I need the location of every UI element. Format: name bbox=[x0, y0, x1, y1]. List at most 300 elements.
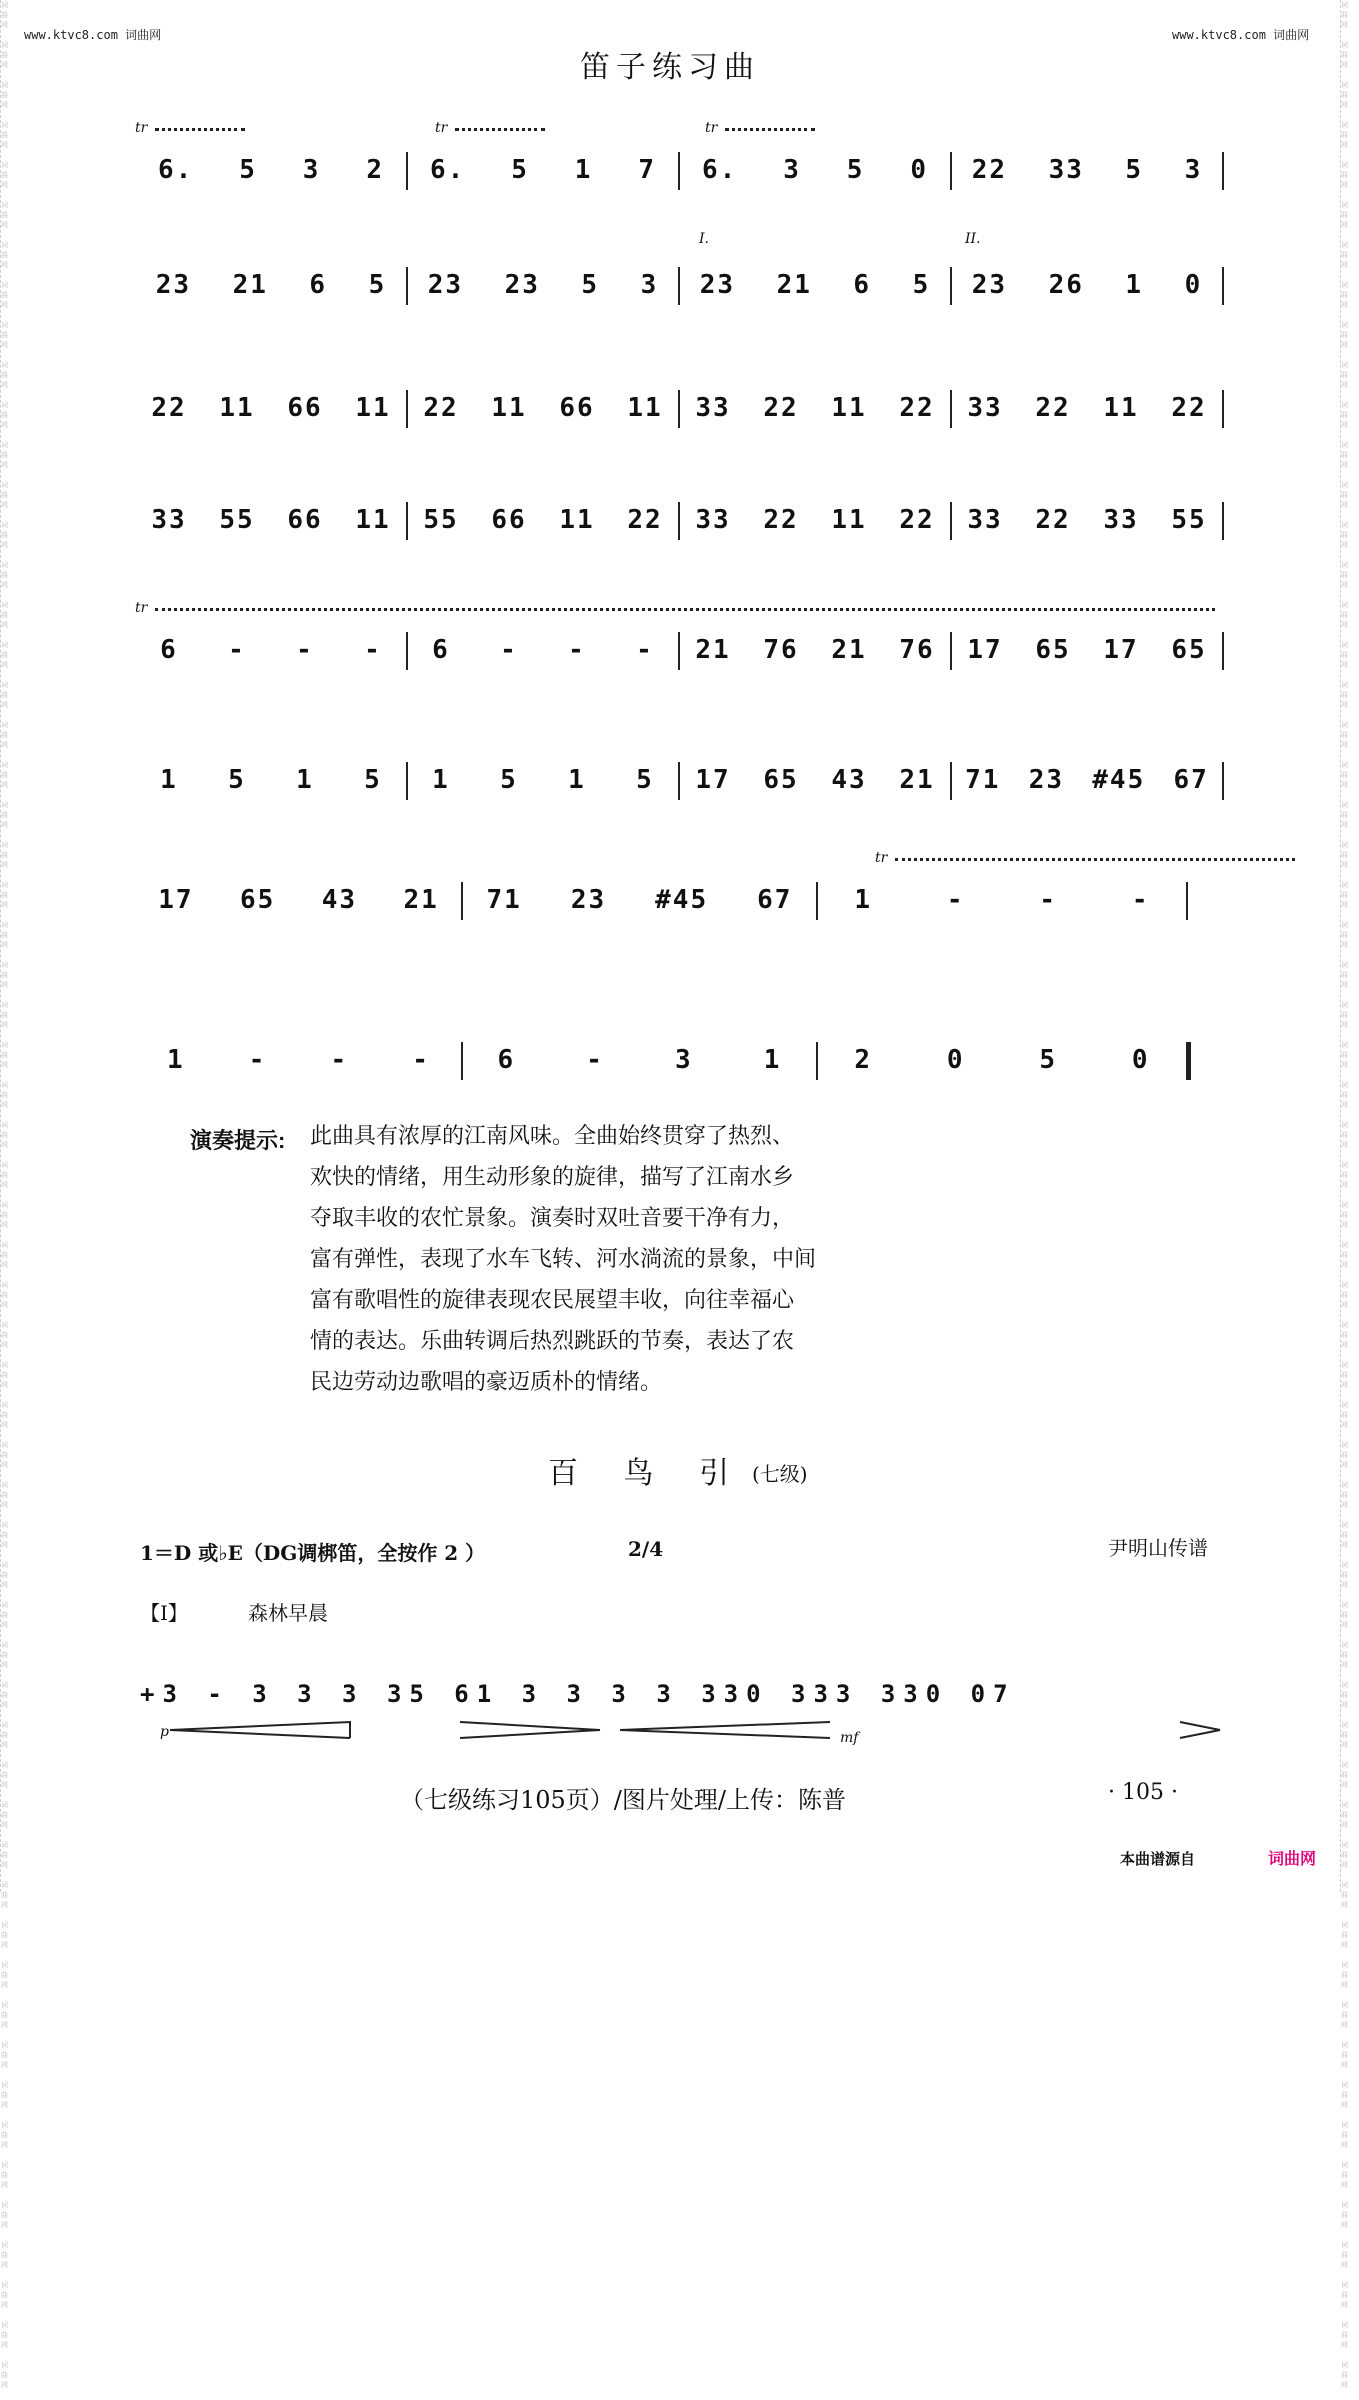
watermark-char: 曲 bbox=[1341, 211, 1348, 219]
watermark-char: 曲 bbox=[1341, 131, 1348, 139]
watermark-char: 曲 bbox=[1341, 1131, 1348, 1139]
watermark-char: 曲 bbox=[1341, 91, 1348, 99]
watermark-char: 曲 bbox=[1341, 2091, 1348, 2099]
watermark-char: 曲 bbox=[1341, 811, 1348, 819]
watermark-char: 网 bbox=[1, 2181, 8, 2189]
watermark-char: 词 bbox=[1, 681, 8, 689]
note: 71 bbox=[965, 765, 1001, 795]
watermark-char: 网 bbox=[1341, 621, 1348, 629]
note: 65 bbox=[1171, 635, 1207, 665]
watermark-char: 曲 bbox=[1341, 251, 1348, 259]
watermark-char: 网 bbox=[1341, 941, 1348, 949]
watermark-char: 词 bbox=[1, 1, 8, 9]
watermark-char: 网 bbox=[1, 1701, 8, 1709]
watermark-char: 词 bbox=[1341, 1801, 1348, 1809]
watermark-char: 词 bbox=[1, 1321, 8, 1329]
note: #45 bbox=[655, 885, 709, 915]
watermark-char: 网 bbox=[1, 2101, 8, 2109]
measure bbox=[951, 630, 1223, 670]
watermark-char: 网 bbox=[1, 2061, 8, 2069]
watermark-char: 曲 bbox=[1, 2171, 8, 2179]
watermark-char: 词 bbox=[1341, 841, 1348, 849]
watermark-char: 曲 bbox=[1341, 731, 1348, 739]
watermark-char: 曲 bbox=[1, 1891, 8, 1899]
note: 11 bbox=[355, 393, 391, 423]
watermark-char: 词 bbox=[1, 1601, 8, 1609]
watermark-char: 网 bbox=[1, 1021, 8, 1029]
watermark-char: 曲 bbox=[1341, 1211, 1348, 1219]
watermark-char: 网 bbox=[1, 1301, 8, 1309]
note: 1 bbox=[574, 155, 593, 185]
watermark-char: 词 bbox=[1341, 2161, 1348, 2169]
watermark-char: 网 bbox=[1, 1781, 8, 1789]
watermark-char: 网 bbox=[1341, 421, 1348, 429]
section-name: 森林早晨 bbox=[248, 1601, 328, 1625]
watermark-char: 曲 bbox=[1, 91, 8, 99]
watermark-char: 词 bbox=[1341, 1441, 1348, 1449]
note: 22 bbox=[1035, 393, 1071, 423]
watermark-char: 词 bbox=[1, 2201, 8, 2209]
watermark-char: 词 bbox=[1, 1281, 8, 1289]
watermark-char: 词 bbox=[1, 2361, 8, 2369]
watermark-char: 曲 bbox=[1341, 1011, 1348, 1019]
watermark-char: 曲 bbox=[1, 1091, 8, 1099]
watermark-char: 网 bbox=[1341, 141, 1348, 149]
watermark-char: 曲 bbox=[1341, 1931, 1348, 1939]
watermark-char: 词 bbox=[1, 2281, 8, 2289]
measure bbox=[135, 630, 407, 670]
note: 5 bbox=[1125, 155, 1144, 185]
trill-line bbox=[725, 128, 815, 131]
watermark-char: 网 bbox=[1341, 501, 1348, 509]
watermark-char: 曲 bbox=[1341, 2331, 1348, 2339]
note: 1 bbox=[160, 765, 178, 795]
watermark-char: 词 bbox=[1, 961, 8, 969]
watermark-char: 曲 bbox=[1, 211, 8, 219]
note: 5 bbox=[239, 155, 257, 185]
watermark-char: 词 bbox=[1341, 1201, 1348, 1209]
watermark-char: 网 bbox=[1341, 1621, 1348, 1629]
measure bbox=[951, 150, 1223, 190]
note: 76 bbox=[899, 635, 935, 665]
watermark-char: 网 bbox=[1341, 1541, 1348, 1549]
watermark-char: 词 bbox=[1, 1721, 8, 1729]
credit: 尹明山传谱 bbox=[1108, 1536, 1208, 1560]
note: 6. bbox=[429, 155, 466, 185]
trill-marker: tr bbox=[135, 120, 148, 136]
watermark-char: 词 bbox=[1, 121, 8, 129]
watermark-char: 网 bbox=[1341, 1021, 1348, 1029]
note: 66 bbox=[491, 505, 527, 535]
hint-line: 民边劳动边歌唱的豪迈质朴的情绪。 bbox=[310, 1370, 663, 1395]
watermark-char: 词 bbox=[1341, 521, 1348, 529]
left-watermark-strip bbox=[0, 0, 17, 2389]
note: 23 bbox=[971, 270, 1008, 300]
note: 43 bbox=[321, 885, 358, 915]
measure bbox=[951, 265, 1223, 305]
watermark-char: 词 bbox=[1, 81, 8, 89]
note: 22 bbox=[1171, 393, 1207, 423]
measure bbox=[951, 760, 1223, 800]
note: 33 bbox=[695, 393, 731, 423]
watermark-char: 曲 bbox=[1, 1731, 8, 1739]
volta-1: I. bbox=[699, 231, 709, 247]
watermark-char: 曲 bbox=[1, 891, 8, 899]
watermark-char: 网 bbox=[1, 1221, 8, 1229]
watermark-char: 网 bbox=[1, 2341, 8, 2349]
watermark-char: 词 bbox=[1341, 1281, 1348, 1289]
watermark-char: 词 bbox=[1341, 401, 1348, 409]
trill-marker: tr bbox=[435, 120, 448, 136]
score-row bbox=[135, 500, 1225, 540]
watermark-char: 词 bbox=[1, 401, 8, 409]
watermark-char: 网 bbox=[1, 301, 8, 309]
watermark-char: 网 bbox=[1341, 1701, 1348, 1709]
watermark-char: 词 bbox=[1, 561, 8, 569]
site-watermark-right: www.ktvc8.com 词曲网 bbox=[1172, 28, 1310, 42]
watermark-char: 词 bbox=[1341, 1241, 1348, 1249]
watermark-char: 词 bbox=[1341, 121, 1348, 129]
watermark-char: 网 bbox=[1, 181, 8, 189]
note: 5 bbox=[364, 765, 382, 795]
watermark-char: 词 bbox=[1341, 1641, 1348, 1649]
watermark-char: 曲 bbox=[1, 571, 8, 579]
dynamic-p: p bbox=[160, 1724, 169, 1740]
note: 22 bbox=[971, 155, 1008, 185]
watermark-char: 词 bbox=[1, 1921, 8, 1929]
watermark-char: 曲 bbox=[1, 411, 8, 419]
watermark-char: 网 bbox=[1341, 1421, 1348, 1429]
note: 22 bbox=[899, 393, 935, 423]
note: 6 bbox=[497, 1045, 516, 1075]
watermark-char: 曲 bbox=[1, 131, 8, 139]
note: 23 bbox=[427, 270, 464, 300]
watermark-char: 网 bbox=[1341, 21, 1348, 29]
measure bbox=[817, 1040, 1187, 1080]
watermark-char: 词 bbox=[1341, 921, 1348, 929]
note: 21 bbox=[232, 270, 268, 300]
watermark-char: 网 bbox=[1, 2221, 8, 2229]
watermark-char: 曲 bbox=[1, 451, 8, 459]
watermark-char: 曲 bbox=[1, 2291, 8, 2299]
watermark-char: 曲 bbox=[1341, 491, 1348, 499]
watermark-char: 曲 bbox=[1, 731, 8, 739]
watermark-char: 词 bbox=[1341, 241, 1348, 249]
trill-line bbox=[455, 128, 545, 131]
watermark-char: 词 bbox=[1, 761, 8, 769]
watermark-char: 词 bbox=[1341, 1121, 1348, 1129]
watermark-char: 曲 bbox=[1, 811, 8, 819]
watermark-char: 网 bbox=[1, 61, 8, 69]
watermark-char: 词 bbox=[1341, 281, 1348, 289]
watermark-char: 网 bbox=[1, 1341, 8, 1349]
note: 17 bbox=[967, 635, 1003, 665]
score-row bbox=[135, 388, 1225, 428]
watermark-char: 曲 bbox=[1, 1051, 8, 1059]
watermark-char: 词 bbox=[1, 601, 8, 609]
bar-line bbox=[1222, 152, 1224, 190]
watermark-char: 网 bbox=[1341, 221, 1348, 229]
note: - bbox=[1039, 885, 1058, 915]
watermark-char: 网 bbox=[1341, 1341, 1348, 1349]
watermark-char: 网 bbox=[1341, 2141, 1348, 2149]
watermark-char: 词 bbox=[1341, 1761, 1348, 1769]
watermark-char: 网 bbox=[1341, 1741, 1348, 1749]
trill-line bbox=[155, 608, 1215, 611]
crescendo-hairpin-2 bbox=[620, 1722, 830, 1730]
note: 3 bbox=[1184, 155, 1203, 185]
watermark-char: 曲 bbox=[1341, 2291, 1348, 2299]
watermark-char: 词 bbox=[1341, 2281, 1348, 2289]
watermark-char: 网 bbox=[1, 101, 8, 109]
site-watermark-left: www.ktvc8.com 词曲网 bbox=[24, 28, 162, 42]
note: 22 bbox=[151, 393, 187, 423]
watermark-char: 曲 bbox=[1, 1651, 8, 1659]
watermark-char: 网 bbox=[1341, 861, 1348, 869]
watermark-char: 词 bbox=[1341, 1001, 1348, 1009]
note: 5 bbox=[846, 155, 865, 185]
watermark-char: 网 bbox=[1, 141, 8, 149]
watermark-char: 网 bbox=[1341, 1661, 1348, 1669]
watermark-char: 词 bbox=[1, 881, 8, 889]
note: - bbox=[248, 1045, 267, 1075]
note: 1 bbox=[854, 885, 873, 915]
note: 71 bbox=[486, 885, 522, 915]
footer-caption: （七级练习105页）/图片处理/上传：陈普 bbox=[400, 1786, 846, 1814]
watermark-char: 曲 bbox=[1341, 531, 1348, 539]
watermark-char: 网 bbox=[1341, 2221, 1348, 2229]
watermark-char: 曲 bbox=[1341, 1851, 1348, 1859]
watermark-char: 网 bbox=[1, 1381, 8, 1389]
measure bbox=[135, 760, 407, 800]
trill-marker: tr bbox=[875, 850, 888, 866]
watermark-char: 词 bbox=[1341, 1881, 1348, 1889]
watermark-char: 曲 bbox=[1, 51, 8, 59]
watermark-char: 网 bbox=[1341, 901, 1348, 909]
watermark-char: 网 bbox=[1, 1141, 8, 1149]
watermark-char: 曲 bbox=[1, 1451, 8, 1459]
watermark-char: 曲 bbox=[1, 251, 8, 259]
watermark-char: 网 bbox=[1341, 2021, 1348, 2029]
watermark-char: 词 bbox=[1, 721, 8, 729]
watermark-char: 词 bbox=[1, 1201, 8, 1209]
watermark-char: 曲 bbox=[1, 1771, 8, 1779]
watermark-char: 词 bbox=[1, 641, 8, 649]
watermark-char: 曲 bbox=[1341, 891, 1348, 899]
measure bbox=[679, 388, 951, 428]
note: 66 bbox=[559, 393, 595, 423]
note: 6 bbox=[160, 635, 178, 665]
watermark-char: 词 bbox=[1341, 641, 1348, 649]
watermark-char: 曲 bbox=[1, 1571, 8, 1579]
note: 5 bbox=[368, 270, 387, 300]
note: 11 bbox=[1103, 393, 1139, 423]
note: 1 bbox=[1125, 270, 1144, 300]
watermark-char: 曲 bbox=[1341, 1571, 1348, 1579]
note: - bbox=[568, 635, 586, 665]
note: - bbox=[636, 635, 654, 665]
watermark-char: 词 bbox=[1, 1401, 8, 1409]
watermark-char: 词 bbox=[1341, 441, 1348, 449]
watermark-char: 网 bbox=[1, 1861, 8, 1869]
watermark-char: 词 bbox=[1341, 721, 1348, 729]
watermark-char: 曲 bbox=[1341, 451, 1348, 459]
note: 1 bbox=[763, 1045, 782, 1075]
trill-line bbox=[155, 128, 245, 131]
note: 22 bbox=[423, 393, 459, 423]
watermark-char: 网 bbox=[1, 1581, 8, 1589]
watermark-char: 网 bbox=[1341, 1461, 1348, 1469]
watermark-char: 词 bbox=[1, 241, 8, 249]
watermark-char: 词 bbox=[1, 481, 8, 489]
watermark-char: 曲 bbox=[1341, 691, 1348, 699]
watermark-char: 网 bbox=[1341, 2381, 1348, 2389]
watermark-char: 曲 bbox=[1, 971, 8, 979]
note: 22 bbox=[1035, 505, 1071, 535]
watermark-char: 网 bbox=[1, 821, 8, 829]
measure bbox=[679, 150, 951, 190]
score-row bbox=[135, 120, 1225, 190]
watermark-char: 网 bbox=[1341, 1781, 1348, 1789]
watermark-char: 网 bbox=[1341, 581, 1348, 589]
watermark-char: 词 bbox=[1341, 601, 1348, 609]
watermark-char: 曲 bbox=[1, 931, 8, 939]
watermark-char: 词 bbox=[1, 1521, 8, 1529]
watermark-char: 词 bbox=[1, 1881, 8, 1889]
watermark-char: 曲 bbox=[1341, 1971, 1348, 1979]
note: 11 bbox=[219, 393, 255, 423]
watermark-char: 词 bbox=[1, 841, 8, 849]
note: 1 bbox=[167, 1045, 185, 1075]
watermark-char: 网 bbox=[1, 461, 8, 469]
bainiao-notes: +3 - 3 3 3 35 61 3 3 3 3 330 333 330 07 bbox=[140, 1680, 1016, 1708]
measure bbox=[135, 265, 407, 305]
watermark-char: 网 bbox=[1341, 701, 1348, 709]
watermark-char: 曲 bbox=[1341, 1411, 1348, 1419]
note: 0 bbox=[1131, 1045, 1150, 1075]
watermark-char: 词 bbox=[1, 41, 8, 49]
note: 23 bbox=[699, 270, 736, 300]
watermark-char: 词 bbox=[1, 521, 8, 529]
watermark-char: 曲 bbox=[1, 2211, 8, 2219]
watermark-char: 曲 bbox=[1341, 2211, 1348, 2219]
measure bbox=[407, 265, 679, 305]
watermark-char: 曲 bbox=[1, 371, 8, 379]
watermark-char: 网 bbox=[1, 21, 8, 29]
watermark-char: 网 bbox=[1341, 61, 1348, 69]
note: 6. bbox=[701, 155, 738, 185]
watermark-char: 词 bbox=[1341, 1561, 1348, 1569]
watermark-char: 曲 bbox=[1341, 1771, 1348, 1779]
watermark-char: 网 bbox=[1, 2301, 8, 2309]
watermark-char: 词 bbox=[1, 1241, 8, 1249]
watermark-char: 词 bbox=[1, 2161, 8, 2169]
watermark-char: 网 bbox=[1341, 101, 1348, 109]
note: 23 bbox=[504, 270, 540, 300]
watermark-char: 曲 bbox=[1, 1411, 8, 1419]
watermark-char: 词 bbox=[1, 801, 8, 809]
watermark-char: 网 bbox=[1341, 461, 1348, 469]
note: 26 bbox=[1048, 270, 1084, 300]
note: 43 bbox=[831, 765, 867, 795]
score-row bbox=[135, 600, 1225, 670]
measure bbox=[135, 1040, 462, 1080]
measure bbox=[462, 880, 817, 920]
section-marker: 【Ⅰ】 bbox=[140, 1601, 188, 1625]
note: - bbox=[296, 635, 314, 665]
watermark-char: 词 bbox=[1341, 2361, 1348, 2369]
watermark-char: 网 bbox=[1341, 741, 1348, 749]
watermark-char: 曲 bbox=[1, 171, 8, 179]
trill-marker: tr bbox=[135, 600, 148, 616]
watermark-char: 曲 bbox=[1, 1011, 8, 1019]
measure bbox=[951, 500, 1223, 540]
watermark-char: 曲 bbox=[1341, 571, 1348, 579]
watermark-char: 曲 bbox=[1, 851, 8, 859]
note: 22 bbox=[763, 505, 799, 535]
note: 17 bbox=[1103, 635, 1139, 665]
watermark-char: 词 bbox=[1, 2241, 8, 2249]
watermark-char: 网 bbox=[1, 901, 8, 909]
watermark-char: 词 bbox=[1341, 2041, 1348, 2049]
source-label: 本曲谱源自 bbox=[1120, 1851, 1196, 1868]
watermark-char: 曲 bbox=[1, 531, 8, 539]
note: 23 bbox=[1028, 765, 1065, 795]
watermark-char: 词 bbox=[1341, 481, 1348, 489]
watermark-char: 曲 bbox=[1, 491, 8, 499]
watermark-char: 曲 bbox=[1341, 291, 1348, 299]
note: 11 bbox=[831, 393, 867, 423]
watermark-char: 词 bbox=[1341, 361, 1348, 369]
note: 2 bbox=[854, 1045, 873, 1075]
watermark-char: 曲 bbox=[1341, 1051, 1348, 1059]
watermark-char: 曲 bbox=[1341, 1891, 1348, 1899]
time-signature: 2/4 bbox=[628, 1537, 664, 1561]
watermark-char: 词 bbox=[1341, 2001, 1348, 2009]
watermark-char: 网 bbox=[1, 1261, 8, 1269]
watermark-char: 曲 bbox=[1, 611, 8, 619]
watermark-char: 曲 bbox=[1, 2371, 8, 2379]
bar-line bbox=[1186, 882, 1188, 920]
watermark-char: 网 bbox=[1341, 181, 1348, 189]
watermark-char: 词 bbox=[1, 1121, 8, 1129]
note: 23 bbox=[155, 270, 192, 300]
watermark-char: 曲 bbox=[1, 1291, 8, 1299]
crescendo-hairpin bbox=[170, 1722, 350, 1738]
watermark-char: 词 bbox=[1, 1361, 8, 1369]
watermark-char: 曲 bbox=[1, 1851, 8, 1859]
watermark-char: 曲 bbox=[1, 1131, 8, 1139]
source-site-link[interactable]: 词曲网 bbox=[1268, 1851, 1317, 1868]
note: 21 bbox=[776, 270, 812, 300]
hint-line: 富有弹性，表现了水车飞转、河水淌流的景象，中间 bbox=[310, 1247, 817, 1272]
watermark-char: 网 bbox=[1341, 1301, 1348, 1309]
watermark-char: 网 bbox=[1, 221, 8, 229]
note: 5 bbox=[500, 765, 518, 795]
watermark-char: 词 bbox=[1341, 2201, 1348, 2209]
note: - bbox=[330, 1045, 349, 1075]
watermark-char: 网 bbox=[1341, 981, 1348, 989]
watermark-char: 曲 bbox=[1, 2331, 8, 2339]
watermark-char: 词 bbox=[1, 2321, 8, 2329]
watermark-char: 网 bbox=[1341, 2101, 1348, 2109]
note: - bbox=[412, 1045, 430, 1075]
note: 6 bbox=[309, 270, 328, 300]
note: 6 bbox=[853, 270, 872, 300]
watermark-char: 词 bbox=[1341, 2241, 1348, 2249]
watermark-char: 网 bbox=[1, 1061, 8, 1069]
note: 33 bbox=[151, 505, 187, 535]
